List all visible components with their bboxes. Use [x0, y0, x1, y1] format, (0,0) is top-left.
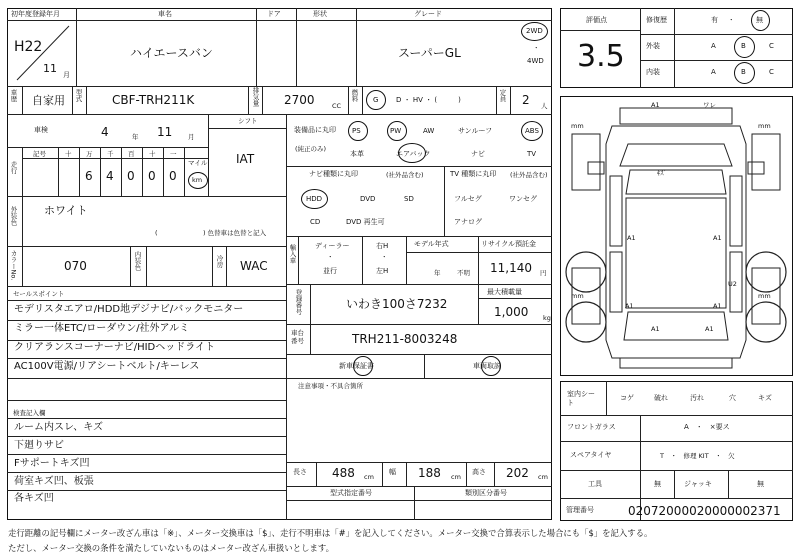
footer-line-2: ただし、メーター交換の条件を満たしていないものはメーター改ざん車扱いとします。 — [8, 543, 334, 553]
sheet-item-1: 破れ — [654, 394, 668, 402]
int-grade-a: A — [711, 68, 716, 76]
chassis-label: 車台番号 — [291, 329, 304, 346]
diag-label-a1-top: A1 — [651, 101, 660, 109]
spare-value: T ・ 修理 KIT ・ 欠 — [660, 452, 735, 460]
navi-dvd-play: DVD 再生可 — [346, 218, 385, 226]
equip-sub: (純正のみ) — [295, 145, 327, 153]
grade-label: グレード — [414, 10, 442, 18]
import-dot: ・ — [327, 253, 334, 261]
type-cert-label: 型式指定番号 — [330, 489, 372, 497]
capacity-label: 定員 — [498, 89, 507, 102]
sales-line-2: クリアランスコーナーナビ/HIDヘッドライト — [14, 342, 215, 353]
equip-leather: 本革 — [350, 150, 364, 158]
inspector-line-0: ルーム内スレ、キズ — [14, 422, 103, 433]
glass-value: A ・ ×要ス — [684, 423, 730, 431]
displacement-label: 排気量 — [251, 87, 260, 107]
digit-h-3: 百 — [128, 150, 135, 158]
length-cm: cm — [364, 473, 374, 481]
equip-aw: AW — [423, 127, 435, 135]
digit-2: 0 — [127, 169, 135, 183]
diag-label-u2: U2 — [728, 280, 737, 288]
exterior-grade-label: 外装 — [646, 42, 660, 50]
sales-line-3: AC100V電源/リアシートベルト/キーレス — [14, 361, 200, 372]
shape-label: 形状 — [313, 10, 327, 18]
inspector-line-3: 荷室キズ凹、板張 — [14, 476, 94, 487]
jack-value: 無 — [757, 480, 764, 488]
navi-hdd: HDD — [306, 195, 323, 203]
shift-value: IAT — [236, 152, 255, 166]
category-value: 自家用 — [32, 94, 65, 107]
color-no-value: 070 — [64, 259, 87, 273]
door-label: ドア — [267, 10, 281, 18]
equip-abs: ABS — [525, 127, 539, 135]
exterior-value: ホワイト — [44, 204, 88, 217]
reg-year: H22 — [14, 39, 43, 55]
shaken-label: 車検 — [34, 126, 48, 134]
tv-oneseg: ワンセグ — [509, 195, 537, 203]
mileage-label: 走行 — [9, 161, 18, 174]
diag-label-a1-right: A1 — [713, 234, 722, 242]
max-load-label: 最大積載量 — [487, 288, 522, 296]
navi-title: ナビ種類に丸印 — [309, 170, 358, 178]
equip-tv: TV — [527, 150, 537, 158]
diag-label-scratch: ｷｽﾞ — [657, 169, 667, 177]
height-cm: cm — [538, 473, 548, 481]
digit-h-5: 一 — [170, 150, 177, 158]
sheet-item-0: コゲ — [620, 394, 634, 402]
sheet-item-2: 汚れ — [690, 394, 704, 402]
first-reg-label: 初年度登録年月 — [11, 10, 60, 18]
import-label: 輸入車 — [288, 244, 297, 264]
model-value: CBF-TRH211K — [112, 93, 195, 107]
navi-dvd: DVD — [360, 195, 376, 203]
reg-month-unit: 月 — [63, 71, 70, 79]
digit-4: 0 — [169, 169, 177, 183]
equip-navi: ナビ — [471, 150, 485, 158]
diag-mm-4: mm — [758, 292, 771, 300]
equip-airbag: エアバック — [396, 150, 431, 158]
color-no-label: カラーNo. — [9, 250, 18, 281]
drive-dot: ・ — [533, 44, 540, 52]
tv-sub: (社外品含む) — [510, 171, 548, 179]
shaken-year-unit: 年 — [132, 133, 139, 141]
reg-month: 11 — [43, 62, 57, 75]
tv-analog: アナログ — [454, 218, 482, 226]
spare-label: スペアタイヤ — [570, 451, 612, 459]
car-name-value: ハイエースバン — [130, 46, 213, 60]
int-grade-b: B — [741, 68, 746, 76]
equip-pw: PW — [390, 127, 402, 135]
fuel-g: G — [373, 96, 379, 104]
navi-sd: SD — [404, 195, 414, 203]
jack-label: ジャッキ — [684, 480, 712, 488]
import-dealer: ディーラー — [315, 242, 350, 250]
reg-no-value: いわき100さ7232 — [346, 297, 448, 311]
tools-label: 工具 — [588, 480, 602, 488]
height-value: 202 — [506, 466, 529, 480]
fuel-rest: D ・ HV ・ ( ) — [396, 96, 461, 104]
sales-line-1: ミラー一体ETC/ローダウン/社外アルミ — [14, 323, 190, 334]
capacity-value: 2 — [522, 93, 530, 107]
interior-grade-label: 内装 — [646, 68, 660, 76]
cc-unit: CC — [332, 102, 342, 110]
tv-fullseg: フルセグ — [454, 195, 482, 203]
km-label: km — [192, 176, 203, 184]
notes-label: 注意事項・不具合箇所 — [298, 382, 363, 390]
repair-no: 無 — [756, 16, 763, 24]
shift-label: シフト — [238, 117, 258, 125]
navi-cd: CD — [310, 218, 321, 226]
footer-line-1: 走行距離の記号欄にメーター改ざん車は「※」、メーター交換車は「$」、走行不明車は「#」を記入してください。メーター交換で合算表示した場合にも「$」を記入する。 — [8, 528, 653, 538]
length-value: 488 — [332, 466, 355, 480]
recycle-label: リサイクル預託金 — [481, 240, 537, 248]
diag-label-a1-rear-r: A1 — [713, 302, 722, 310]
category-label: 車歴 — [9, 89, 18, 102]
sign-label: 記号 — [33, 150, 46, 158]
mile-label: マイル — [188, 159, 208, 167]
equip-label: 装備品に丸印 — [294, 126, 336, 134]
new-car-warranty: 新車保証書 — [339, 362, 374, 370]
height-label: 高さ — [472, 468, 486, 476]
diag-label-a1-bumper-l: A1 — [651, 325, 660, 333]
tools-value: 無 — [654, 480, 661, 488]
max-load-value: 1,000 — [494, 305, 529, 319]
exterior-label: 外装色 — [9, 206, 18, 226]
capacity-unit: 人 — [541, 102, 548, 110]
equip-ps: PS — [352, 127, 361, 135]
ext-grade-c: C — [769, 42, 774, 50]
score-value: 3.5 — [577, 39, 625, 74]
inspector-line-4: 各キズ凹 — [14, 493, 54, 504]
cooler-label: 冷房 — [215, 255, 224, 268]
cooler-value: WAC — [240, 259, 268, 273]
model-year-unit: 年 — [434, 269, 441, 277]
digit-3: 0 — [148, 169, 156, 183]
sales-label: セールスポイント — [13, 290, 65, 298]
ext-grade-a: A — [711, 42, 716, 50]
shaken-month: 11 — [157, 125, 173, 139]
sheet-item-4: キズ — [758, 394, 772, 402]
tv-title: TV 種類に丸印 — [450, 170, 497, 178]
kg-unit: kg — [543, 314, 551, 322]
import-right-h: 右H — [376, 242, 389, 250]
diag-label-a1-left: A1 — [627, 234, 636, 242]
recycle-yen: 円 — [540, 269, 547, 277]
digit-h-1: 万 — [86, 150, 93, 158]
digit-h-4: 十 — [149, 150, 156, 158]
equip-sunroof: サンルーフ — [458, 127, 493, 135]
diag-label-a1-rear-l: A1 — [625, 302, 634, 310]
displacement-value: 2700 — [284, 93, 315, 107]
diag-mm-3: mm — [571, 292, 584, 300]
score-label: 評価点 — [586, 16, 607, 24]
sheet-item-3: 穴 — [729, 394, 736, 402]
drive-2wd: 2WD — [526, 27, 543, 35]
model-label: 型式 — [74, 89, 83, 102]
diag-mm-1: mm — [571, 122, 584, 130]
import-dot-2: ・ — [381, 253, 388, 261]
digit-0: 6 — [85, 169, 93, 183]
inspector-label: 検査記入欄 — [13, 409, 46, 417]
length-label: 長さ — [293, 468, 307, 476]
sales-line-0: モデリスタエアロ/HDD地デジナビ/バックモニター — [14, 304, 244, 315]
diag-label-crack: ワレ — [703, 101, 716, 109]
inspector-line-1: 下廻りサビ — [14, 440, 64, 451]
chassis-value: TRH211-8003248 — [352, 332, 458, 346]
reg-no-label: 登録番号 — [294, 289, 303, 315]
car-diagram — [560, 96, 793, 376]
shaken-month-unit: 月 — [188, 133, 195, 141]
width-cm: cm — [451, 473, 461, 481]
management-label: 管理番号 — [566, 506, 594, 514]
import-parallel: 並行 — [323, 267, 337, 275]
interior-sheet-label: 室内シート — [567, 390, 595, 408]
main-form-frame — [7, 8, 552, 520]
class-label: 類別区分番号 — [465, 489, 507, 497]
interior-color-label: 内装色 — [133, 251, 142, 271]
repair-yes: 有 — [711, 16, 718, 24]
car-name-label: 車名 — [158, 10, 172, 18]
int-grade-c: C — [769, 68, 774, 76]
ext-grade-b: B — [741, 42, 746, 50]
navi-sub: (社外品含む) — [386, 171, 424, 179]
management-value: 02072000020000002371 — [628, 504, 781, 518]
digit-1: 4 — [106, 169, 114, 183]
import-left-h: 左H — [376, 267, 389, 275]
digit-h-2: 千 — [107, 150, 114, 158]
shaken-year: 4 — [101, 125, 109, 139]
width-value: 188 — [418, 466, 441, 480]
repair-dot: ・ — [728, 16, 735, 24]
digit-h-0: 十 — [65, 150, 72, 158]
diag-label-a1-bumper-r: A1 — [705, 325, 714, 333]
model-year-unknown: 不明 — [457, 269, 470, 277]
drive-4wd: 4WD — [527, 57, 544, 65]
inspector-line-2: Fサポートキズ凹 — [14, 458, 90, 469]
fuel-label: 燃料 — [350, 89, 359, 102]
diag-mm-2: mm — [758, 122, 771, 130]
manual: 車両取説 — [473, 362, 501, 370]
model-year-label: モデル年式 — [414, 240, 449, 248]
repair-label: 修復歴 — [646, 16, 667, 24]
glass-label: フロントガラス — [567, 423, 616, 431]
grade-value: スーパーGL — [398, 46, 461, 60]
recycle-value: 11,140 — [490, 261, 532, 275]
width-label: 幅 — [389, 468, 396, 476]
exterior-note: ( ) 色替車は色替と記入 — [155, 229, 267, 237]
